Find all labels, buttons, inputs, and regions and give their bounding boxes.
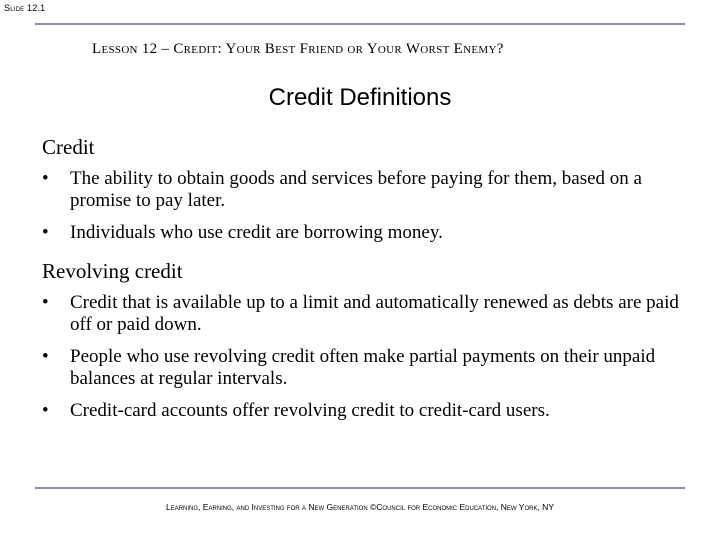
bullet-text: Individuals who use credit are borrowing money.	[70, 222, 443, 243]
slide-title: Credit Definitions	[268, 84, 452, 111]
definition-bullet	[42, 346, 682, 390]
definition-bullet	[42, 400, 682, 422]
lesson-title: Lesson 12 – Credit: Your Best Friend or Your Worst Enemy?	[92, 41, 504, 57]
bullet-glyph: •	[42, 346, 49, 367]
definition-bullet	[42, 168, 682, 212]
bullet-text: Credit that is available up to a limit and automatically renewed as debts are paid off or paid down.	[70, 292, 679, 335]
definition-term: Credit	[42, 135, 95, 159]
footer-copyright: Learning, Earning, and Investing for a New Generation ©Council for Economic Education, New York, NY	[165, 502, 554, 512]
definition-bullet-list	[42, 292, 682, 422]
definitions-content	[42, 134, 682, 432]
definition-term: Revolving credit	[42, 259, 183, 283]
definition-bullet-list	[42, 168, 682, 244]
header-divider	[35, 23, 685, 25]
bullet-text: Credit-card accounts offer revolving credit to credit-card users.	[70, 400, 550, 421]
slide-number-label: Slide 12.1	[4, 3, 46, 13]
definition-bullet	[42, 222, 682, 244]
footer-divider	[35, 487, 685, 489]
bullet-glyph: •	[42, 222, 49, 243]
bullet-text: People who use revolving credit often make partial payments on their unpaid balances at regular intervals.	[70, 346, 656, 389]
definition-section-credit	[42, 134, 682, 244]
definition-bullet	[42, 292, 682, 336]
bullet-glyph: •	[42, 292, 49, 313]
bullet-glyph: •	[42, 168, 49, 189]
bullet-glyph: •	[42, 400, 49, 421]
bullet-text: The ability to obtain goods and services before paying for them, based on a promise to pay later.	[70, 168, 642, 211]
definition-section-revolving-credit	[42, 258, 682, 422]
